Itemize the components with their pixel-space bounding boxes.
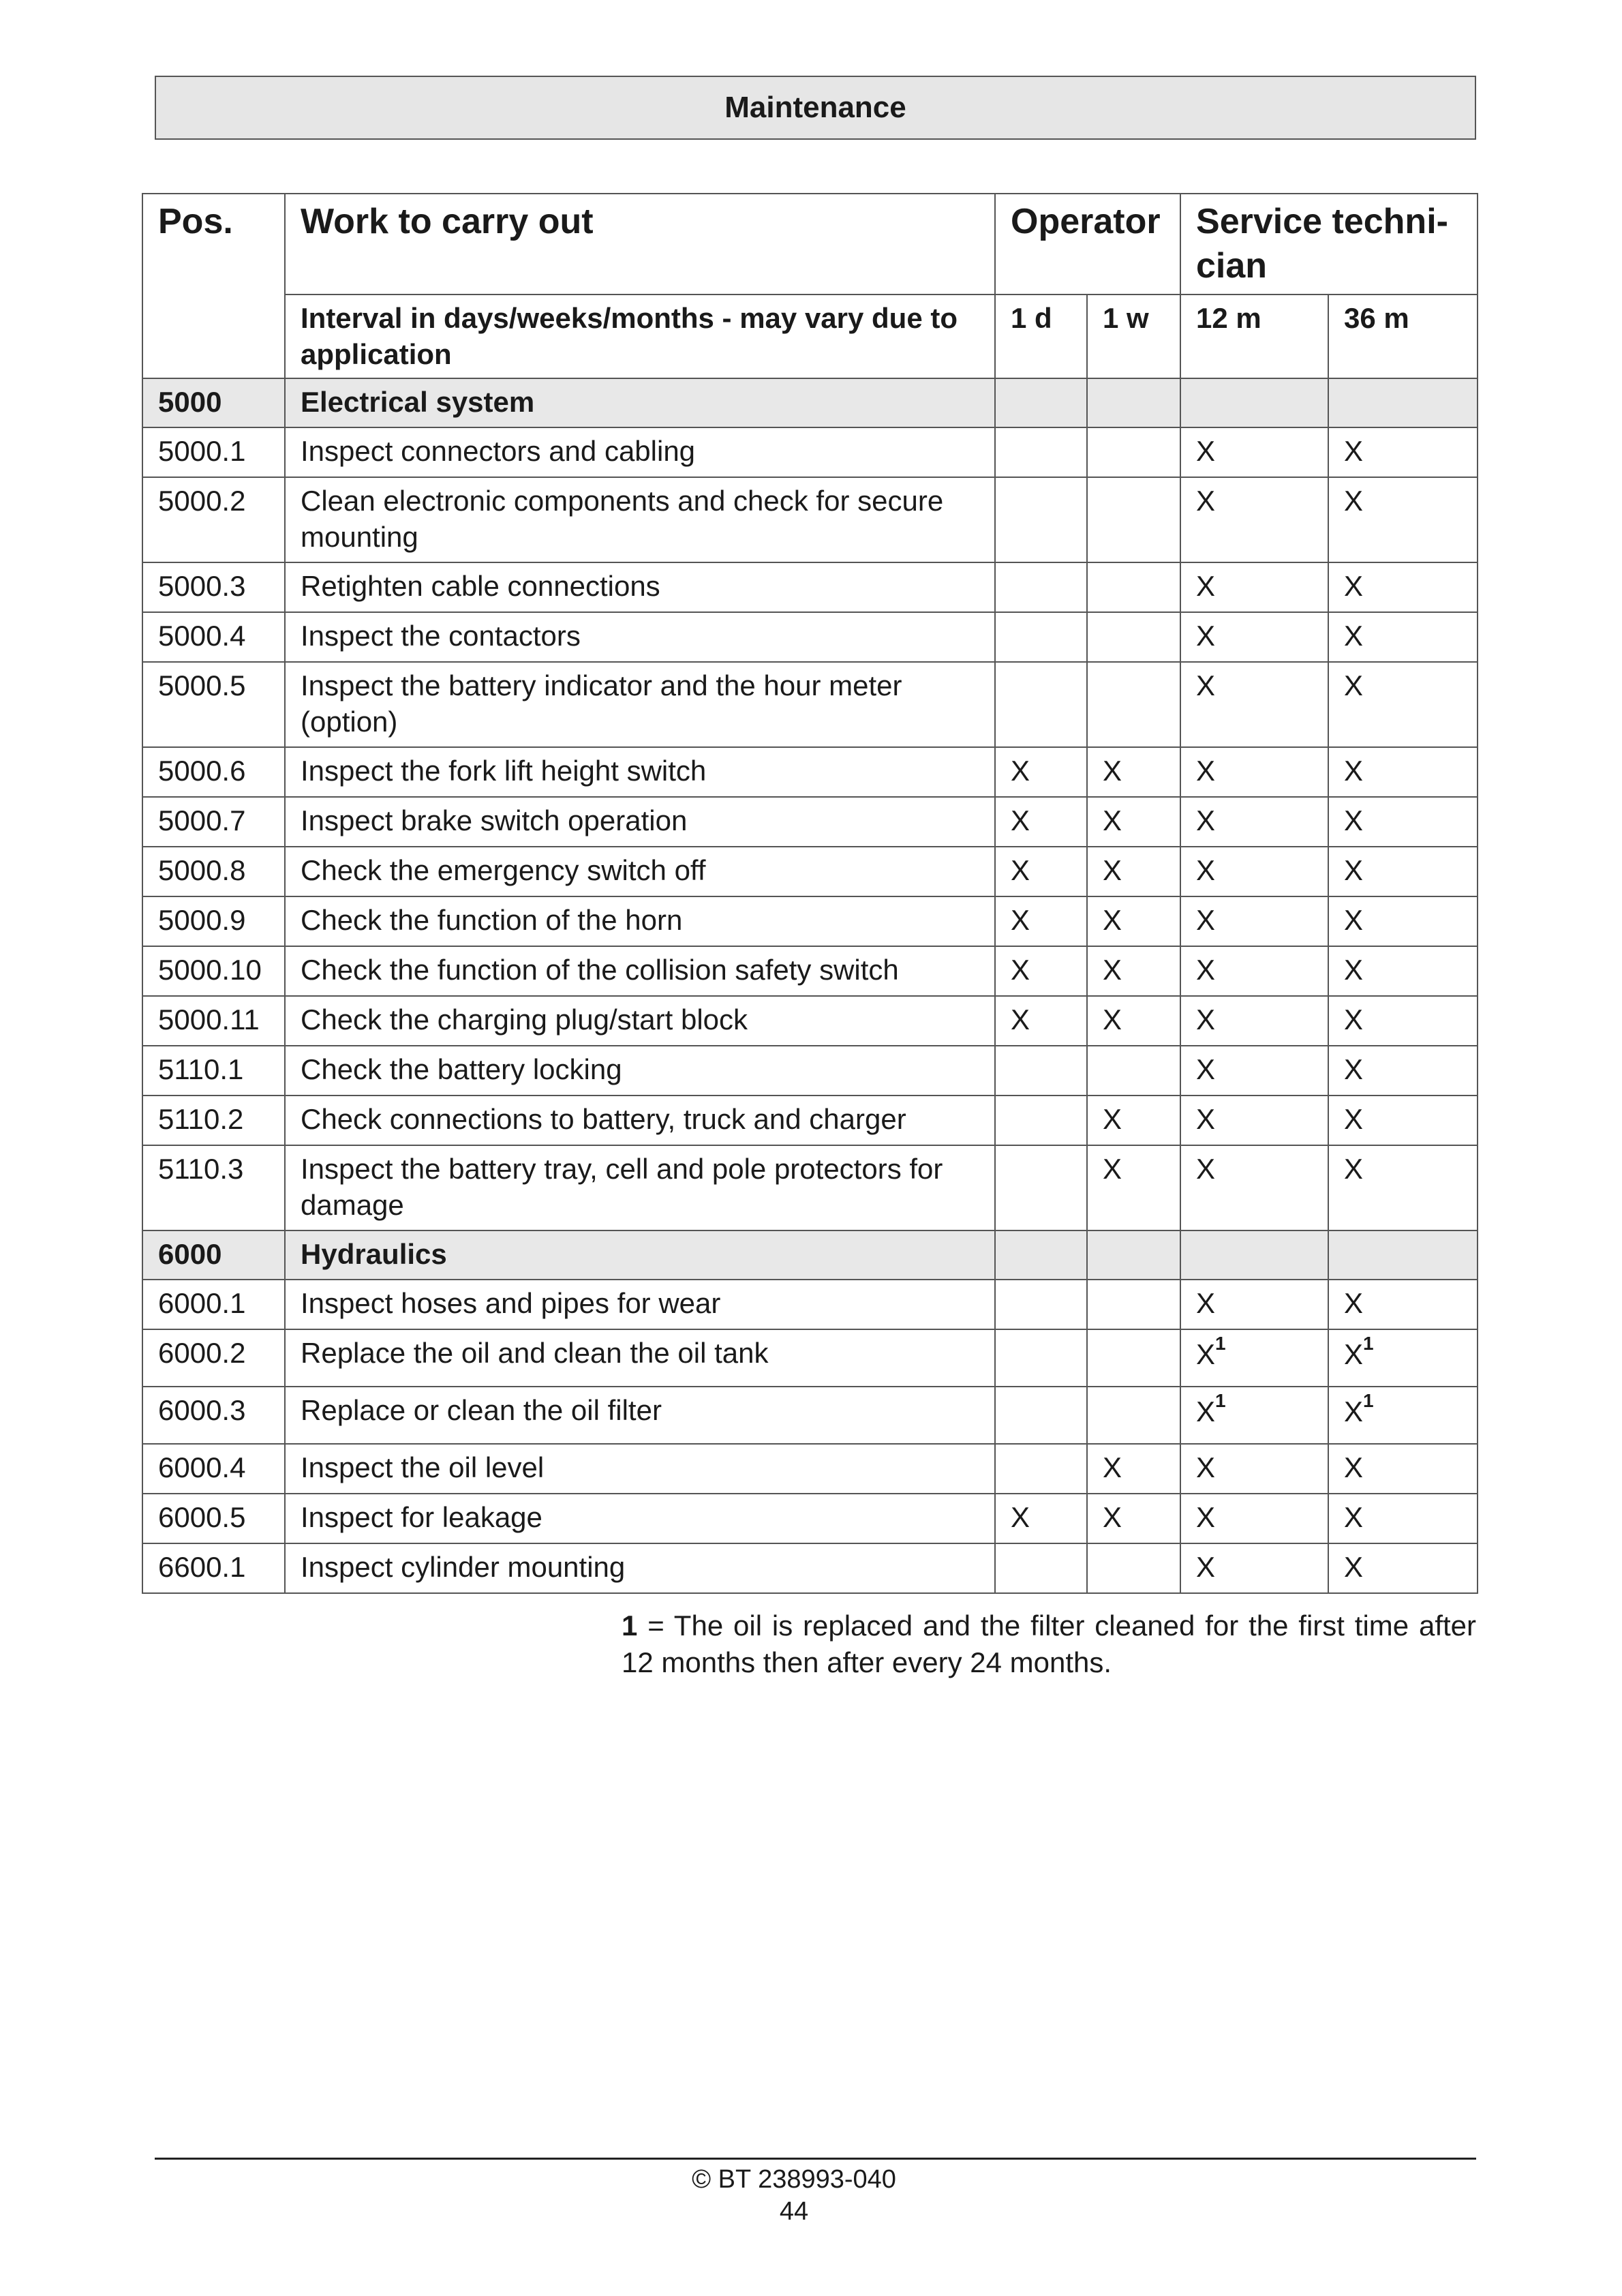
row-task: Replace or clean the oil filter [285,1387,995,1444]
section-pos: 6000 [142,1230,285,1280]
check-1w [1087,662,1180,747]
check-1w [1087,1280,1180,1329]
row-pos: 5000.4 [142,612,285,662]
check-1d [995,1387,1087,1444]
check-1d: X [995,996,1087,1046]
check-mark: X [1344,1153,1364,1185]
check-mark: X [1344,1053,1364,1085]
row-pos: 5110.1 [142,1046,285,1096]
row-pos: 5000.7 [142,797,285,847]
row-task: Inspect connectors and cabling [285,427,995,477]
footnote-ref: 1 [1215,1333,1226,1354]
check-12m [1180,896,1328,946]
check-1d [995,427,1087,477]
check-mark: X [1196,1053,1216,1085]
check-12m [1180,747,1328,797]
row-task: Check the emergency switch off [285,847,995,896]
row-task: Inspect the contactors [285,612,995,662]
section-title: Hydraulics [285,1230,995,1280]
row-task: Inspect cylinder mounting [285,1543,995,1593]
check-1d [995,1096,1087,1145]
empty-cell [1180,378,1328,427]
check-1w: X [1087,797,1180,847]
check-12m [1180,1543,1328,1593]
header-36m: 36 m [1328,294,1478,378]
check-mark: X [1344,485,1364,517]
check-1w: X [1087,1145,1180,1230]
check-36m [1328,427,1478,477]
check-36m [1328,797,1478,847]
row-pos: 6600.1 [142,1543,285,1593]
check-1w [1087,1543,1180,1593]
row-task: Check the battery locking [285,1046,995,1096]
footnote-text: = The oil is replaced and the filter cleaned for the first time after 12 months then after every 24 months. [622,1610,1477,1678]
check-36m [1328,847,1478,896]
check-mark: X [1196,1501,1216,1533]
row-task: Check connections to battery, truck and charger [285,1096,995,1145]
check-12m [1180,1145,1328,1230]
check-mark: X [1196,1551,1216,1583]
check-12m [1180,1494,1328,1543]
footnote [622,1607,1476,1681]
row-pos: 5000.3 [142,562,285,612]
check-1w: X [1087,1494,1180,1543]
check-12m [1180,1046,1328,1096]
table-row [142,1444,1478,1494]
row-task: Replace the oil and clean the oil tank [285,1329,995,1387]
header-work: Work to carry out [285,194,995,294]
row-pos: 5000.9 [142,896,285,946]
check-36m [1328,1494,1478,1543]
header-1w: 1 w [1087,294,1180,378]
table-row [142,747,1478,797]
footnote-ref: 1 [1363,1333,1374,1354]
check-1w: X [1087,847,1180,896]
row-pos: 6000.4 [142,1444,285,1494]
row-task: Inspect the oil level [285,1444,995,1494]
row-task: Inspect for leakage [285,1494,995,1543]
table-header-row [142,194,1478,294]
check-mark: X [1196,620,1216,652]
check-mark: X [1344,1103,1364,1135]
check-mark: X [1344,854,1364,886]
header-service-technician: Service techni- cian [1180,194,1478,294]
table-row [142,1494,1478,1543]
check-12m [1180,946,1328,996]
table-interval-row [142,294,1478,378]
section-title: Electrical system [285,378,995,427]
table-row [142,847,1478,896]
section-header [155,76,1476,140]
check-mark: X [1196,669,1216,701]
row-task: Check the function of the horn [285,896,995,946]
check-36m [1328,896,1478,946]
check-36m [1328,1280,1478,1329]
row-pos: 5110.2 [142,1096,285,1145]
row-task: Inspect the battery indicator and the hour meter (option) [285,662,995,747]
row-pos: 5000.6 [142,747,285,797]
empty-cell [1328,378,1478,427]
table-row [142,1280,1478,1329]
check-1d [995,1046,1087,1096]
check-12m [1180,996,1328,1046]
check-1w: X [1087,896,1180,946]
check-mark: X [1196,954,1216,986]
check-36m [1328,747,1478,797]
table-row [142,1096,1478,1145]
check-mark: X [1196,485,1216,517]
section-pos: 5000 [142,378,285,427]
empty-cell [1328,1230,1478,1280]
check-12m [1180,1096,1328,1145]
check-mark: X [1196,1287,1216,1319]
check-1d [995,662,1087,747]
check-1w [1087,562,1180,612]
check-mark: X [1344,1395,1364,1428]
check-mark: X [1196,1153,1216,1185]
check-1w: X [1087,946,1180,996]
header-pos: Pos. [142,194,285,378]
table-row [142,896,1478,946]
check-mark: X [1344,1501,1364,1533]
check-1d: X [995,946,1087,996]
row-task: Clean electronic components and check for secure mounting [285,477,995,562]
check-36m [1328,1329,1478,1387]
check-mark: X [1196,1395,1216,1428]
check-1d [995,1145,1087,1230]
check-1d: X [995,896,1087,946]
row-task: Inspect brake switch operation [285,797,995,847]
section-title: Maintenance [724,91,906,124]
check-12m [1180,662,1328,747]
check-1d [995,1329,1087,1387]
table-row [142,612,1478,662]
check-36m [1328,996,1478,1046]
check-1d [995,562,1087,612]
row-task: Inspect hoses and pipes for wear [285,1280,995,1329]
table-row [142,427,1478,477]
check-1d [995,1444,1087,1494]
check-36m [1328,1387,1478,1444]
check-12m [1180,847,1328,896]
check-mark: X [1196,435,1216,467]
check-36m [1328,1096,1478,1145]
check-mark: X [1196,854,1216,886]
row-task: Inspect the fork lift height switch [285,747,995,797]
row-task: Retighten cable connections [285,562,995,612]
row-pos: 5000.1 [142,427,285,477]
section-row [142,1230,1478,1280]
check-mark: X [1344,1451,1364,1483]
row-pos: 5000.8 [142,847,285,896]
empty-cell [1087,1230,1180,1280]
header-1d: 1 d [995,294,1087,378]
row-pos: 5000.11 [142,996,285,1046]
row-pos: 6000.2 [142,1329,285,1387]
check-1d: X [995,1494,1087,1543]
check-1w [1087,1046,1180,1096]
table-row [142,562,1478,612]
row-pos: 5000.5 [142,662,285,747]
check-mark: X [1344,1551,1364,1583]
check-1d [995,1280,1087,1329]
check-1w: X [1087,747,1180,797]
check-1w [1087,612,1180,662]
footer-copyright: © BT 238993-040 [692,2165,896,2194]
row-task: Check the charging plug/start block [285,996,995,1046]
check-mark: X [1344,1338,1364,1370]
check-mark: X [1196,1338,1216,1370]
footer-divider [155,2158,1476,2160]
check-12m [1180,1329,1328,1387]
check-1w [1087,477,1180,562]
check-1d [995,612,1087,662]
check-mark: X [1344,435,1364,467]
check-36m [1328,1145,1478,1230]
check-mark: X [1344,669,1364,701]
check-36m [1328,946,1478,996]
empty-cell [995,378,1087,427]
table-row [142,1387,1478,1444]
check-12m [1180,427,1328,477]
table-row [142,996,1478,1046]
footnote-marker: 1 [622,1610,638,1642]
header-12m: 12 m [1180,294,1328,378]
empty-cell [1087,378,1180,427]
check-12m [1180,1387,1328,1444]
check-mark: X [1196,1451,1216,1483]
check-mark: X [1196,755,1216,787]
check-36m [1328,562,1478,612]
table-row [142,1145,1478,1230]
row-task: Check the function of the collision safety switch [285,946,995,996]
check-1d: X [995,747,1087,797]
check-mark: X [1344,570,1364,602]
header-interval: Interval in days/weeks/months - may vary due to application [285,294,995,378]
check-12m [1180,1444,1328,1494]
check-12m [1180,797,1328,847]
check-12m [1180,477,1328,562]
row-task: Inspect the battery tray, cell and pole protectors for damage [285,1145,995,1230]
table-row [142,1046,1478,1096]
check-mark: X [1196,904,1216,936]
table-row [142,946,1478,996]
check-1w [1087,1329,1180,1387]
table-row [142,477,1478,562]
check-12m [1180,562,1328,612]
check-1d: X [995,847,1087,896]
check-1w [1087,1387,1180,1444]
check-mark: X [1344,804,1364,836]
check-36m [1328,662,1478,747]
check-1w [1087,427,1180,477]
row-pos: 6000.3 [142,1387,285,1444]
row-pos: 6000.5 [142,1494,285,1543]
table-row [142,1543,1478,1593]
check-36m [1328,1444,1478,1494]
footnote-ref: 1 [1363,1390,1374,1411]
table-row [142,1329,1478,1387]
maintenance-table [142,193,1478,1594]
check-36m [1328,1543,1478,1593]
check-1w: X [1087,1444,1180,1494]
check-mark: X [1344,1287,1364,1319]
row-pos: 5000.10 [142,946,285,996]
check-mark: X [1344,755,1364,787]
check-mark: X [1196,1103,1216,1135]
check-mark: X [1344,904,1364,936]
check-1d: X [995,797,1087,847]
check-mark: X [1344,1003,1364,1036]
check-mark: X [1344,620,1364,652]
check-1w: X [1087,1096,1180,1145]
check-1d [995,1543,1087,1593]
row-pos: 5000.2 [142,477,285,562]
header-operator: Operator [995,194,1180,294]
check-mark: X [1196,1003,1216,1036]
check-12m [1180,612,1328,662]
check-mark: X [1196,804,1216,836]
check-1d [995,477,1087,562]
check-36m [1328,1046,1478,1096]
row-pos: 5110.3 [142,1145,285,1230]
check-1w: X [1087,996,1180,1046]
check-mark: X [1344,954,1364,986]
check-12m [1180,1280,1328,1329]
section-row [142,378,1478,427]
table-row [142,797,1478,847]
check-36m [1328,477,1478,562]
table-row [142,662,1478,747]
footnote-ref: 1 [1215,1390,1226,1411]
check-36m [1328,612,1478,662]
empty-cell [1180,1230,1328,1280]
page-number: 44 [779,2197,809,2226]
row-pos: 6000.1 [142,1280,285,1329]
empty-cell [995,1230,1087,1280]
check-mark: X [1196,570,1216,602]
